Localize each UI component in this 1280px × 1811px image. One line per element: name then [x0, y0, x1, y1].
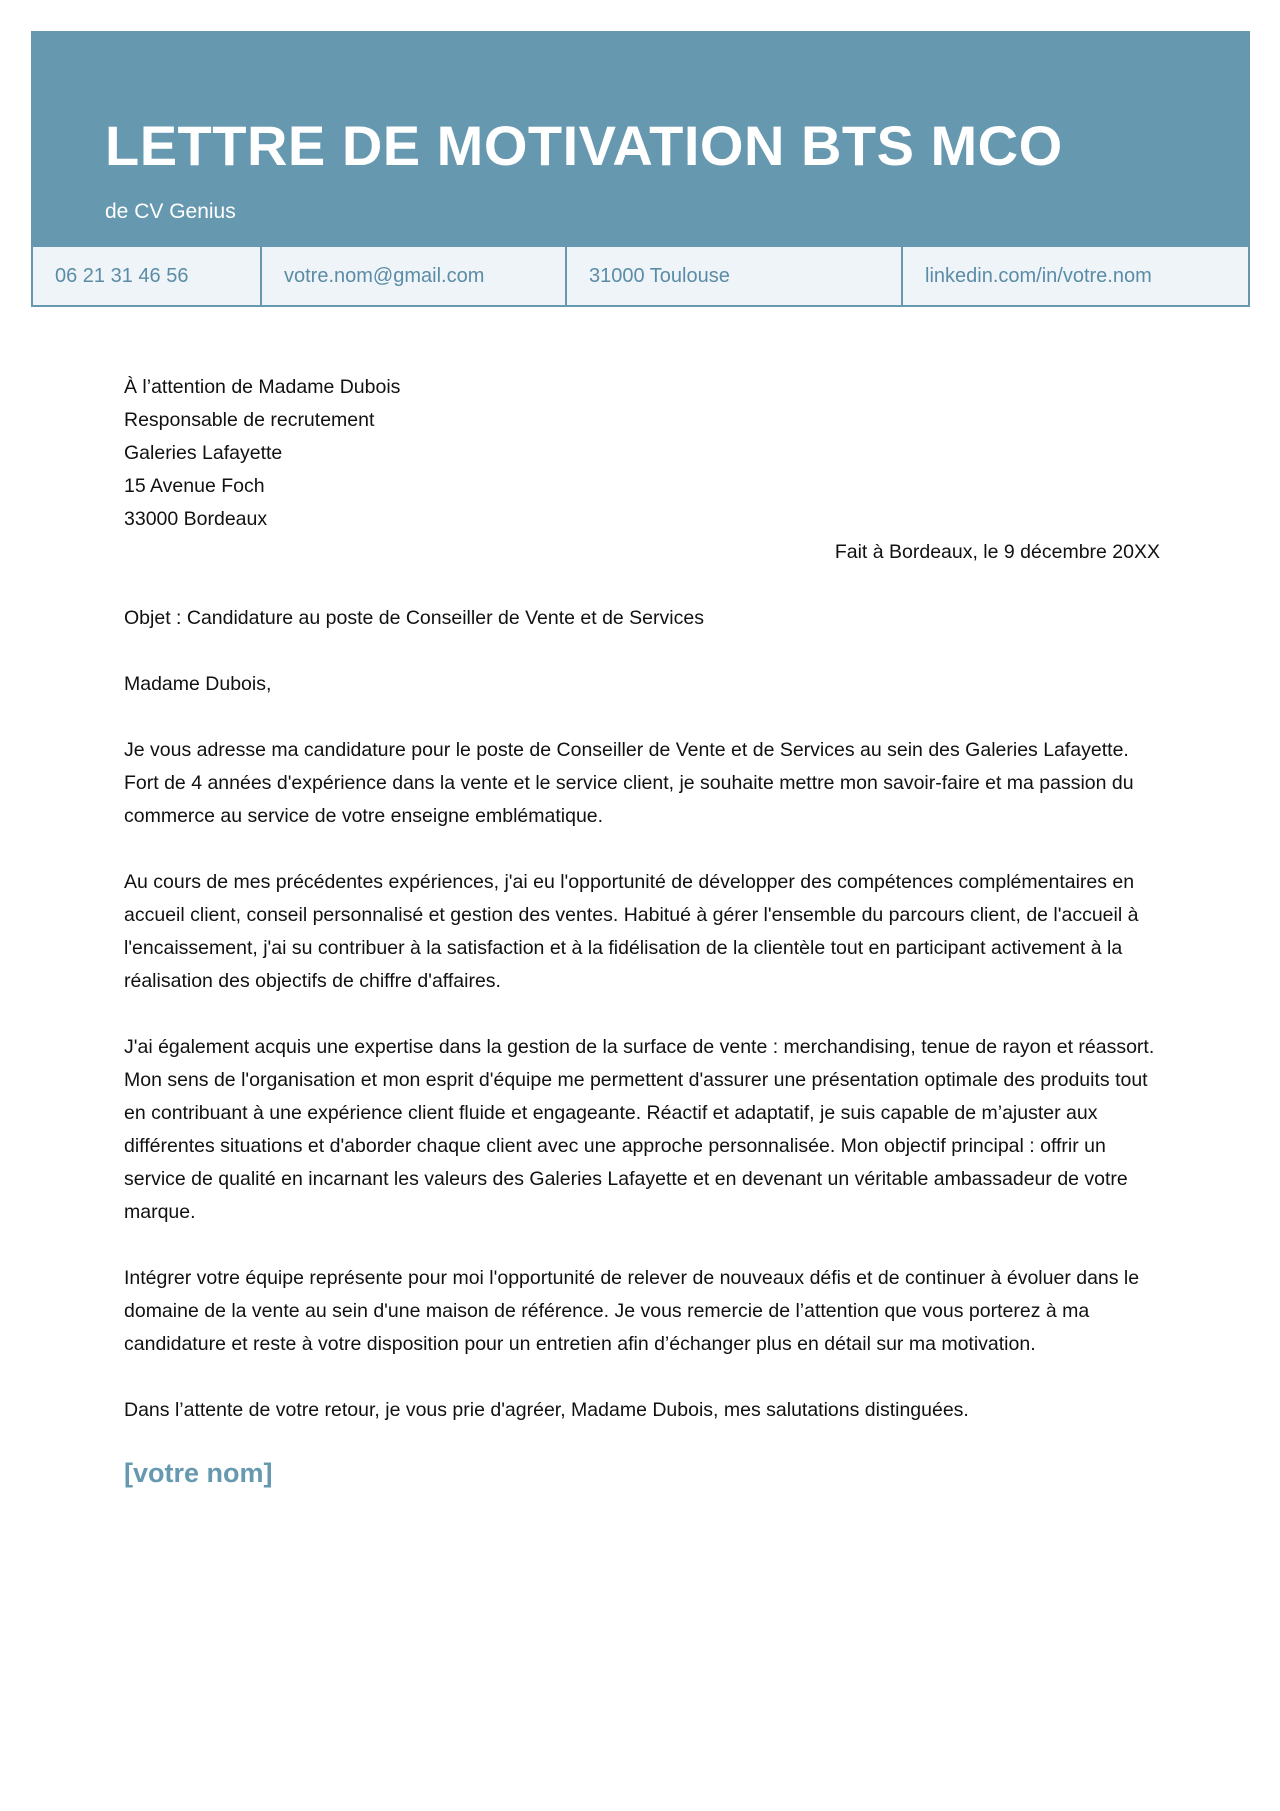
recipient-role: Responsable de recrutement	[124, 409, 375, 431]
contact-email[interactable]: votre.nom@gmail.com	[262, 247, 567, 305]
recipient-block	[124, 371, 1160, 536]
recipient-name: À l’attention de Madame Dubois	[124, 376, 401, 398]
letter-paragraph: Intégrer votre équipe représente pour moi l'opportunité de relever de nouveaux défis et de continuer à évoluer dans le domaine de la vente au sein d'une maison de référence. Je vous remercie de l’attention que vous porterez à ma candidature et reste à votre disposition pour un entretien afin d’échanger plus en détail sur ma motivation.	[124, 1267, 1140, 1355]
header-band	[31, 31, 1250, 247]
signature: [votre nom]	[124, 1458, 273, 1488]
contact-phone: 06 21 31 46 56	[33, 247, 262, 305]
contact-linkedin[interactable]: linkedin.com/in/votre.nom	[925, 264, 1152, 287]
recipient-street: 15 Avenue Foch	[124, 475, 265, 497]
letter-salutation: Madame Dubois,	[124, 673, 272, 695]
page-subtitle: de CV Genius	[105, 200, 236, 223]
recipient-city: 33000 Bordeaux	[124, 508, 268, 530]
letter-body	[124, 371, 1160, 1490]
page-title: LETTRE DE MOTIVATION BTS MCO	[105, 114, 1063, 177]
contact-bar	[31, 247, 1250, 307]
letter-closing: Dans l’attente de votre retour, je vous prie d'agréer, Madame Dubois, mes salutations distinguées.	[124, 1399, 969, 1421]
letter-paragraph: Je vous adresse ma candidature pour le poste de Conseiller de Vente et de Services au sein des Galeries Lafayette. Fort de 4 années d'expérience dans la vente et le service client, je souhaite mettre mon savoir-faire et ma passion du commerce au service de votre enseigne emblématique.	[124, 739, 1134, 827]
contact-city: 31000 Toulouse	[567, 247, 903, 305]
letter-date: Fait à Bordeaux, le 9 décembre 20XX	[834, 541, 1160, 563]
recipient-company: Galeries Lafayette	[124, 442, 283, 464]
letter-paragraph: Au cours de mes précédentes expériences, j'ai eu l'opportunité de développer des compétences complémentaires en accueil client, conseil personnalisé et gestion des ventes. Habitué à gérer l'ensemble du parcours client, de l'accueil à l'encaissement, j'ai su contribuer à la satisfaction et à la fidélisation de la clientèle tout en participant activement à la réalisation des objectifs de chiffre d'affaires.	[124, 871, 1139, 992]
letter-paragraph: J'ai également acquis une expertise dans la gestion de la surface de vente : merchandising, tenue de rayon et réassort. Mon sens de l'organisation et mon esprit d'équipe me permettent d'assurer une présentation optimale des produits tout en contribuant à une expérience client fluide et engageante. Réactif et adaptatif, je suis capable de m’ajuster aux différentes situations et d'aborder chaque client avec une approche personnalisée. Mon objectif principal : offrir un service de qualité en incarnant les valeurs des Galeries Lafayette et en devenant un véritable ambassadeur de votre marque.	[124, 1036, 1155, 1223]
letter-object: Objet : Candidature au poste de Conseiller de Vente et de Services	[124, 607, 704, 629]
